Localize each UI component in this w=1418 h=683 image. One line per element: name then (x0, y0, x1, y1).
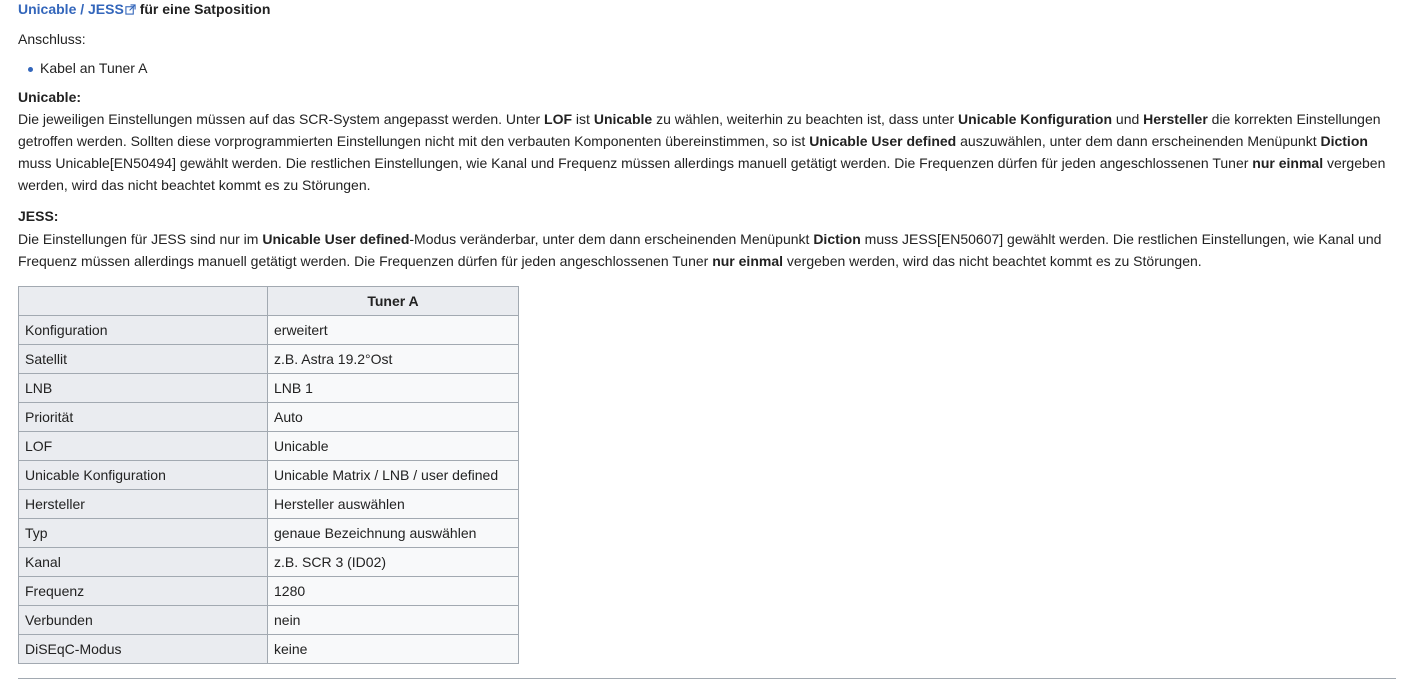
text-run: zu wählen, weiterhin zu beachten ist, dass unter (652, 111, 959, 127)
unicable-jess-link-text: Unicable / JESS (18, 1, 124, 17)
table-row (19, 374, 519, 403)
row-label: LNB (19, 374, 268, 403)
bold-term: LOF (544, 111, 573, 127)
bold-term: nur einmal (712, 253, 783, 269)
row-label: Typ (19, 519, 268, 548)
text-run: muss Unicable[EN50494] gewählt werden. Die restlichen Einstellungen, wie Kanal und Frequenz müssen allerdings manuell getätigt werden. Die Frequenzen dürfen für jeden angeschlossenen Tuner (18, 155, 1253, 171)
row-value: nein (268, 606, 519, 635)
table-row (19, 519, 519, 548)
text-run: Die jeweiligen Einstellungen müssen auf das SCR-System angepasst werden. Unter (18, 111, 545, 127)
row-value: LNB 1 (268, 374, 519, 403)
bold-term: nur einmal (1252, 155, 1324, 171)
bold-term: Unicable Konfiguration (958, 111, 1113, 127)
table-row (19, 490, 519, 519)
text-run: -Modus veränderbar, unter dem dann erscheinenden Menüpunkt (409, 231, 814, 247)
jess-paragraph (18, 228, 1396, 272)
text-run: und (1112, 111, 1144, 127)
row-label: Hersteller (19, 490, 268, 519)
section-heading (18, 0, 270, 20)
row-label: Frequenz (19, 577, 268, 606)
row-value: Unicable Matrix / LNB / user defined (268, 461, 519, 490)
table-row (19, 345, 519, 374)
bold-term: Unicable User defined (809, 133, 957, 149)
table-row (19, 432, 519, 461)
row-value: genaue Bezeichnung auswählen (268, 519, 519, 548)
section-heading-suffix: für eine Satposition (135, 1, 271, 17)
bottom-divider (18, 678, 1396, 679)
row-label: Konfiguration (19, 316, 268, 345)
table-row (19, 577, 519, 606)
row-label: Verbunden (19, 606, 268, 635)
text-run: die korrekten Einstellungen getroffen werden. Sollten diese vorprogrammierten Einstellungen nicht mit den verbauten Komponenten übereinstimmen, so ist (18, 111, 1381, 149)
list-item (18, 57, 147, 79)
unicable-paragraph (18, 108, 1396, 196)
unicable-heading: Unicable: (18, 89, 82, 105)
column-header-tuner-a: Tuner A (268, 287, 519, 316)
row-label: Satellit (19, 345, 268, 374)
text-run: Die Einstellungen für JESS sind nur im (18, 231, 263, 247)
bold-term: Unicable (593, 111, 653, 127)
table-row (19, 606, 519, 635)
table-row (19, 461, 519, 490)
row-value: 1280 (268, 577, 519, 606)
table-row (19, 548, 519, 577)
table-corner-cell (19, 287, 268, 316)
bold-term: Diction (813, 231, 861, 247)
row-label: LOF (19, 432, 268, 461)
text-run: auszuwählen, unter dem dann erscheinenden Menüpunkt (956, 133, 1321, 149)
row-value: keine (268, 635, 519, 664)
connection-text: Kabel an Tuner A (40, 60, 148, 76)
text-run: ist (572, 111, 594, 127)
bold-term: Unicable User defined (262, 231, 410, 247)
table-row (19, 635, 519, 664)
row-value: z.B. Astra 19.2°Ost (268, 345, 519, 374)
row-value: z.B. SCR 3 (ID02) (268, 548, 519, 577)
row-label: Priorität (19, 403, 268, 432)
row-label: Kanal (19, 548, 268, 577)
bold-term: Diction (1320, 133, 1368, 149)
tuner-settings-table (18, 286, 519, 664)
row-label: DiSEqC-Modus (19, 635, 268, 664)
table-header-row (19, 287, 519, 316)
anschluss-label: Anschluss: (18, 31, 86, 47)
row-value: Hersteller auswählen (268, 490, 519, 519)
row-value: Auto (268, 403, 519, 432)
text-run: vergeben werden, wird das nicht beachtet kommt es zu Störungen. (783, 253, 1202, 269)
table-row (19, 403, 519, 432)
row-value: erweitert (268, 316, 519, 345)
unicable-jess-link[interactable] (18, 1, 136, 17)
text-run: muss JESS[EN50607] gewählt werden. Die restlichen Einstellungen, wie Kanal und Frequenz müssen allerdings manuell getätigt werden. Die Frequenzen dürfen für jeden angeschlossenen Tuner (18, 231, 1382, 269)
text-run: vergeben werden, wird das nicht beachtet kommt es zu Störungen. (18, 155, 1386, 193)
table-body (19, 316, 519, 664)
connection-list (18, 57, 147, 79)
bold-term: Hersteller (1143, 111, 1208, 127)
jess-heading: JESS: (18, 208, 59, 224)
external-link-icon (125, 4, 136, 15)
bullet-icon (28, 67, 33, 72)
row-label: Unicable Konfiguration (19, 461, 268, 490)
row-value: Unicable (268, 432, 519, 461)
table-row (19, 316, 519, 345)
